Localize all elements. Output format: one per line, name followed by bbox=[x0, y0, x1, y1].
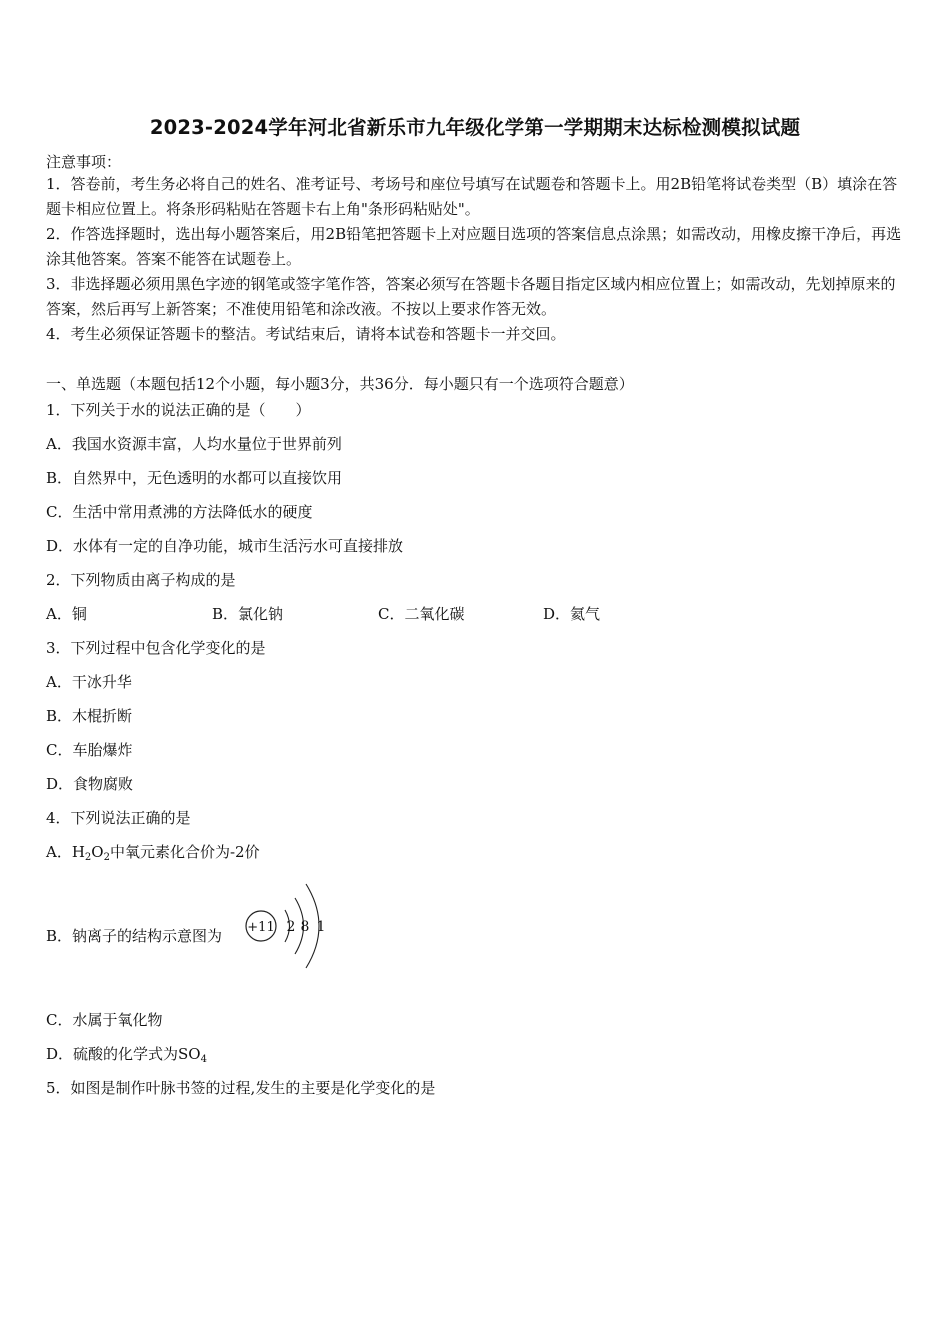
q3-stem: 3．下列过程中包含化学变化的是 bbox=[46, 639, 266, 657]
sodium-ion-structure-diagram bbox=[240, 870, 330, 982]
q3-option-d: D．食物腐败 bbox=[46, 775, 134, 793]
q3-option-c: C．车胎爆炸 bbox=[46, 741, 133, 759]
shell-3-electrons: 1 bbox=[316, 919, 326, 935]
q4-a-sub2: 2 bbox=[103, 852, 110, 863]
q4-d-sub: 4 bbox=[200, 1054, 207, 1065]
q1-option-d: D．水体有一定的自净功能，城市生活污水可直接排放 bbox=[46, 537, 404, 555]
notice-heading: 注意事项： bbox=[46, 153, 122, 171]
q4-a-mid: O bbox=[91, 843, 104, 861]
notice-item-1: 1．答卷前，考生务必将自己的姓名、准考证号、考场号和座位号填写在试题卷和答题卡上。用2B铅笔将试卷类型（B）填涂在答题卡相应位置上。将条形码粘贴在答题卡右上角"条形码粘贴处"。 bbox=[46, 175, 898, 218]
section-heading: 一、单选题（本题包括12个小题，每小题3分，共36分．每小题只有一个选项符合题意） bbox=[46, 375, 634, 393]
q4-a-suffix: 中氧元素化合价为-2价 bbox=[109, 843, 260, 861]
notice-item-4: 4．考生必须保证答题卡的整洁。考试结束后，请将本试卷和答题卡一并交回。 bbox=[46, 325, 566, 343]
q1-option-a: A．我国水资源丰富，人均水量位于世界前列 bbox=[46, 435, 342, 453]
shell-2-electrons: 8 bbox=[300, 919, 310, 935]
q4-option-b: B．钠离子的结构示意图为 bbox=[46, 927, 223, 945]
notice-item-3: 3．非选择题必须用黑色字迹的钢笔或签字笔作答，答案必须写在答题卡各题目指定区域内相应位置上；如需改动，先划掉原来的答案，然后再写上新答案；不准使用铅笔和涂改液。不按以上要求作答无效。 bbox=[46, 275, 896, 318]
shell-1-electrons: 2 bbox=[286, 919, 296, 935]
notice-item-2: 2．作答选择题时，选出每小题答案后，用2B铅笔把答题卡上对应题目选项的答案信息点涂黑；如需改动，用橡皮擦干净后，再选涂其他答案。答案不能答在试题卷上。 bbox=[46, 225, 902, 268]
nucleus-charge: +11 bbox=[247, 920, 275, 935]
q4-a-prefix: A．H bbox=[46, 843, 85, 861]
q4-d-prefix: D．硫酸的化学式为SO bbox=[46, 1045, 201, 1063]
q2-option-c: C．二氧化碳 bbox=[378, 605, 465, 623]
q5-stem: 5．如图是制作叶脉书签的过程,发生的主要是化学变化的是 bbox=[46, 1079, 436, 1097]
q4-option-c: C．水属于氧化物 bbox=[46, 1011, 163, 1029]
q4-option-d bbox=[46, 1044, 207, 1070]
q1-stem: 1．下列关于水的说法正确的是（ ） bbox=[46, 401, 311, 419]
q2-option-a: A．铜 bbox=[46, 605, 87, 623]
q1-option-c: C．生活中常用煮沸的方法降低水的硬度 bbox=[46, 503, 313, 521]
q1-option-b: B．自然界中，无色透明的水都可以直接饮用 bbox=[46, 469, 343, 487]
page-title: 2023-2024学年河北省新乐市九年级化学第一学期期末达标检测模拟试题 bbox=[149, 116, 801, 139]
q4-stem: 4．下列说法正确的是 bbox=[46, 809, 191, 827]
q4-a-sub1: 2 bbox=[84, 852, 92, 863]
q3-option-b: B．木棍折断 bbox=[46, 707, 133, 725]
q2-stem: 2．下列物质由离子构成的是 bbox=[46, 571, 236, 589]
q2-option-b: B．氯化钠 bbox=[212, 605, 284, 623]
q2-option-d: D．氦气 bbox=[543, 605, 601, 623]
q3-option-a: A．干冰升华 bbox=[46, 673, 132, 691]
q4-option-a bbox=[46, 842, 260, 868]
